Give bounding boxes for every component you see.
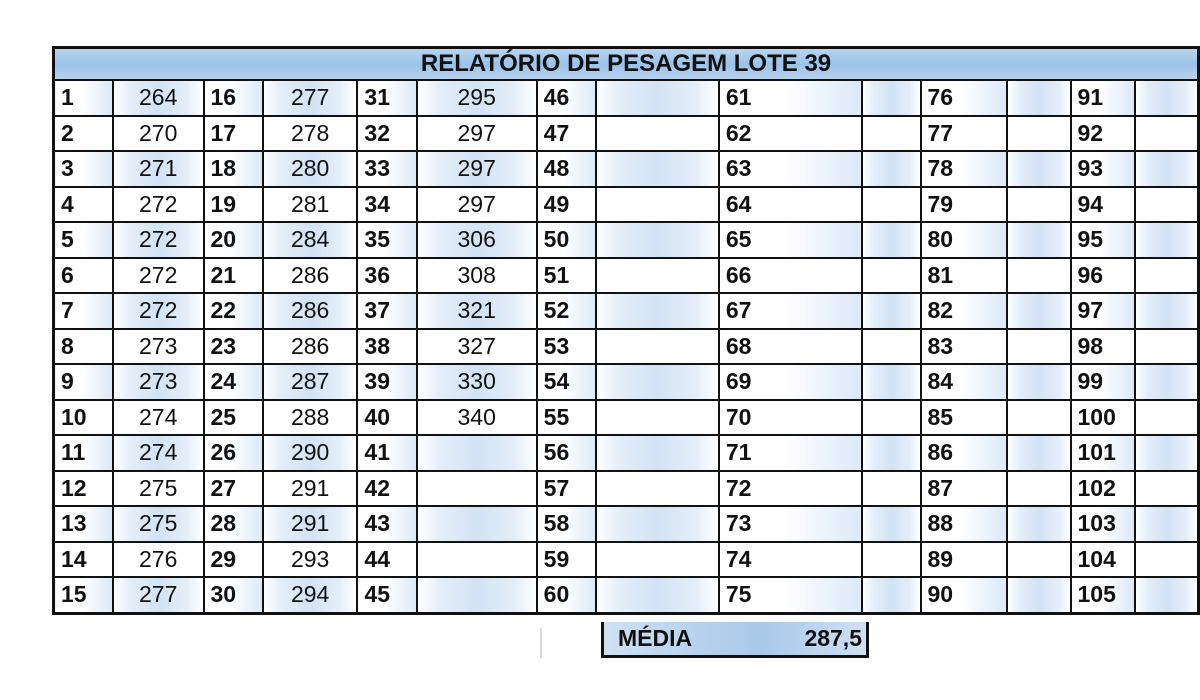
weight-value: 308 [417,258,537,294]
average-label: MÉDIA [618,625,693,651]
sample-number: 61 [719,80,862,116]
table-row [54,364,1199,400]
weight-value: 274 [113,400,204,436]
sample-number: 3 [54,151,113,187]
sample-number: 68 [719,329,862,365]
sample-number: 29 [204,542,263,578]
weight-value: 272 [113,187,204,223]
weight-value [1135,329,1198,365]
sample-number: 24 [204,364,263,400]
sample-number: 50 [537,222,596,258]
sample-number: 44 [357,542,416,578]
sample-number: 64 [719,187,862,223]
weight-value [596,471,719,507]
sample-number: 19 [204,187,263,223]
weight-value: 272 [113,293,204,329]
weight-value: 273 [113,329,204,365]
sample-number: 31 [357,80,416,116]
sample-number: 17 [204,116,263,152]
sample-number: 35 [357,222,416,258]
weight-value [862,116,921,152]
sample-number: 80 [921,222,1008,258]
sample-number: 89 [921,542,1008,578]
sample-number: 14 [54,542,113,578]
weight-value [1007,293,1070,329]
weight-value [417,506,537,542]
sample-number: 48 [537,151,596,187]
weight-value [862,364,921,400]
weight-value [1135,435,1198,471]
sample-number: 76 [921,80,1008,116]
weight-value [596,116,719,152]
weight-value: 288 [263,400,358,436]
sample-number: 79 [921,187,1008,223]
sample-number: 56 [537,435,596,471]
table-row [54,258,1199,294]
sample-number: 104 [1071,542,1136,578]
sample-number: 43 [357,506,416,542]
sample-number: 23 [204,329,263,365]
weight-value: 297 [417,116,537,152]
weight-value [1135,187,1198,223]
weight-value [596,258,719,294]
weight-value [862,577,921,613]
table-row [54,116,1199,152]
sample-number: 22 [204,293,263,329]
weight-value [1135,577,1198,613]
sample-number: 82 [921,293,1008,329]
weight-value [596,151,719,187]
sample-number: 9 [54,364,113,400]
weight-value: 275 [113,506,204,542]
sample-number: 102 [1071,471,1136,507]
weight-value [862,222,921,258]
sample-number: 37 [357,293,416,329]
weight-value [596,542,719,578]
weight-value [862,80,921,116]
sample-number: 92 [1071,116,1136,152]
sample-number: 6 [54,258,113,294]
weight-value [1007,258,1070,294]
sample-number: 83 [921,329,1008,365]
sample-number: 86 [921,435,1008,471]
sample-number: 25 [204,400,263,436]
sample-number: 38 [357,329,416,365]
weighing-report-table [52,46,1200,615]
sample-number: 54 [537,364,596,400]
weight-value [1007,222,1070,258]
sample-number: 98 [1071,329,1136,365]
weight-value [1135,222,1198,258]
weight-value [596,577,719,613]
weight-value: 290 [263,435,358,471]
weight-value [862,471,921,507]
sample-number: 33 [357,151,416,187]
sample-number: 39 [357,364,416,400]
weight-value: 287 [263,364,358,400]
weight-value [1135,542,1198,578]
table-row [54,577,1199,613]
sample-number: 47 [537,116,596,152]
weight-value [1007,329,1070,365]
sample-number: 75 [719,577,862,613]
weight-value [862,506,921,542]
weight-value [1135,471,1198,507]
sample-number: 30 [204,577,263,613]
weight-value [596,187,719,223]
weight-value [1007,506,1070,542]
table-row [54,151,1199,187]
sample-number: 71 [719,435,862,471]
weight-value: 281 [263,187,358,223]
sample-number: 67 [719,293,862,329]
weight-value: 321 [417,293,537,329]
weight-value [862,187,921,223]
sample-number: 97 [1071,293,1136,329]
sample-number: 94 [1071,187,1136,223]
sample-number: 87 [921,471,1008,507]
sample-number: 63 [719,151,862,187]
weight-value [417,435,537,471]
weight-value: 293 [263,542,358,578]
weight-value: 274 [113,435,204,471]
weight-value: 340 [417,400,537,436]
weight-value [596,364,719,400]
sample-number: 95 [1071,222,1136,258]
weight-value: 327 [417,329,537,365]
sample-number: 100 [1071,400,1136,436]
average-box [601,622,869,658]
table-row [54,187,1199,223]
weight-value [1007,116,1070,152]
sample-number: 4 [54,187,113,223]
sample-number: 70 [719,400,862,436]
weight-value: 276 [113,542,204,578]
weight-value [1007,364,1070,400]
sample-number: 20 [204,222,263,258]
weight-value [862,258,921,294]
weight-value: 306 [417,222,537,258]
weight-value: 272 [113,258,204,294]
sample-number: 12 [54,471,113,507]
sample-number: 5 [54,222,113,258]
sample-number: 28 [204,506,263,542]
sample-number: 34 [357,187,416,223]
sample-number: 84 [921,364,1008,400]
weight-value [862,151,921,187]
sample-number: 66 [719,258,862,294]
weight-value [1007,577,1070,613]
weight-value [862,329,921,365]
sample-number: 60 [537,577,596,613]
weight-value [596,293,719,329]
sample-number: 93 [1071,151,1136,187]
sample-number: 27 [204,471,263,507]
table-row [54,329,1199,365]
weight-value: 284 [263,222,358,258]
weight-value: 270 [113,116,204,152]
weight-value [417,542,537,578]
sample-number: 103 [1071,506,1136,542]
sample-number: 91 [1071,80,1136,116]
table-row [54,222,1199,258]
table-row [54,80,1199,116]
weight-value: 330 [417,364,537,400]
table-row [54,400,1199,436]
weight-value: 297 [417,151,537,187]
weight-value [862,435,921,471]
weight-value: 280 [263,151,358,187]
weight-value [1135,506,1198,542]
sample-number: 85 [921,400,1008,436]
sample-number: 16 [204,80,263,116]
sample-number: 45 [357,577,416,613]
sample-number: 8 [54,329,113,365]
sample-number: 15 [54,577,113,613]
weight-value: 291 [263,506,358,542]
table-row [54,506,1199,542]
weight-value [417,471,537,507]
weight-value [1135,151,1198,187]
table-row [54,293,1199,329]
sample-number: 52 [537,293,596,329]
sample-number: 88 [921,506,1008,542]
sample-number: 53 [537,329,596,365]
sample-number: 105 [1071,577,1136,613]
weight-value [1007,435,1070,471]
sample-number: 101 [1071,435,1136,471]
report-title: RELATÓRIO DE PESAGEM LOTE 39 [54,48,1199,81]
sample-number: 40 [357,400,416,436]
weight-value [1135,364,1198,400]
weight-value [1135,80,1198,116]
weight-value: 277 [113,577,204,613]
weight-value: 286 [263,258,358,294]
weight-value: 264 [113,80,204,116]
sample-number: 55 [537,400,596,436]
sample-number: 99 [1071,364,1136,400]
sample-number: 73 [719,506,862,542]
weight-value [1135,400,1198,436]
average-value: 287,5 [804,625,862,651]
weight-value: 272 [113,222,204,258]
weight-value: 277 [263,80,358,116]
weight-value [596,222,719,258]
sample-number: 74 [719,542,862,578]
weight-value [596,80,719,116]
sample-number: 41 [357,435,416,471]
sample-number: 18 [204,151,263,187]
sample-number: 59 [537,542,596,578]
weight-value [417,577,537,613]
sample-number: 36 [357,258,416,294]
weight-value [596,435,719,471]
divider-mark [540,628,542,658]
sample-number: 69 [719,364,862,400]
weight-value [596,506,719,542]
sample-number: 49 [537,187,596,223]
sample-number: 62 [719,116,862,152]
weight-value [862,400,921,436]
sample-number: 11 [54,435,113,471]
sample-number: 51 [537,258,596,294]
table-row [54,435,1199,471]
weight-value: 271 [113,151,204,187]
weight-value: 278 [263,116,358,152]
weight-value [596,329,719,365]
sample-number: 13 [54,506,113,542]
weight-value [1007,400,1070,436]
sample-number: 2 [54,116,113,152]
weight-value: 295 [417,80,537,116]
weight-value: 297 [417,187,537,223]
weight-value [1007,80,1070,116]
sample-number: 57 [537,471,596,507]
weight-value: 286 [263,293,358,329]
weight-value: 286 [263,329,358,365]
sample-number: 42 [357,471,416,507]
sample-number: 21 [204,258,263,294]
sample-number: 77 [921,116,1008,152]
weight-value [1135,293,1198,329]
weight-value [1007,151,1070,187]
sample-number: 65 [719,222,862,258]
sample-number: 78 [921,151,1008,187]
weight-value [1135,258,1198,294]
sample-number: 10 [54,400,113,436]
sample-number: 46 [537,80,596,116]
weight-value: 275 [113,471,204,507]
weight-value [862,542,921,578]
weight-value [1007,471,1070,507]
sample-number: 81 [921,258,1008,294]
table-row [54,542,1199,578]
table-row [54,471,1199,507]
sample-number: 1 [54,80,113,116]
weight-value [1135,116,1198,152]
sample-number: 72 [719,471,862,507]
sample-number: 96 [1071,258,1136,294]
sample-number: 7 [54,293,113,329]
sample-number: 32 [357,116,416,152]
sample-number: 26 [204,435,263,471]
weight-value [1007,187,1070,223]
sample-number: 58 [537,506,596,542]
weight-value [596,400,719,436]
weight-value [862,293,921,329]
weight-value: 273 [113,364,204,400]
sample-number: 90 [921,577,1008,613]
weight-value: 291 [263,471,358,507]
weight-value: 294 [263,577,358,613]
weight-value [1007,542,1070,578]
